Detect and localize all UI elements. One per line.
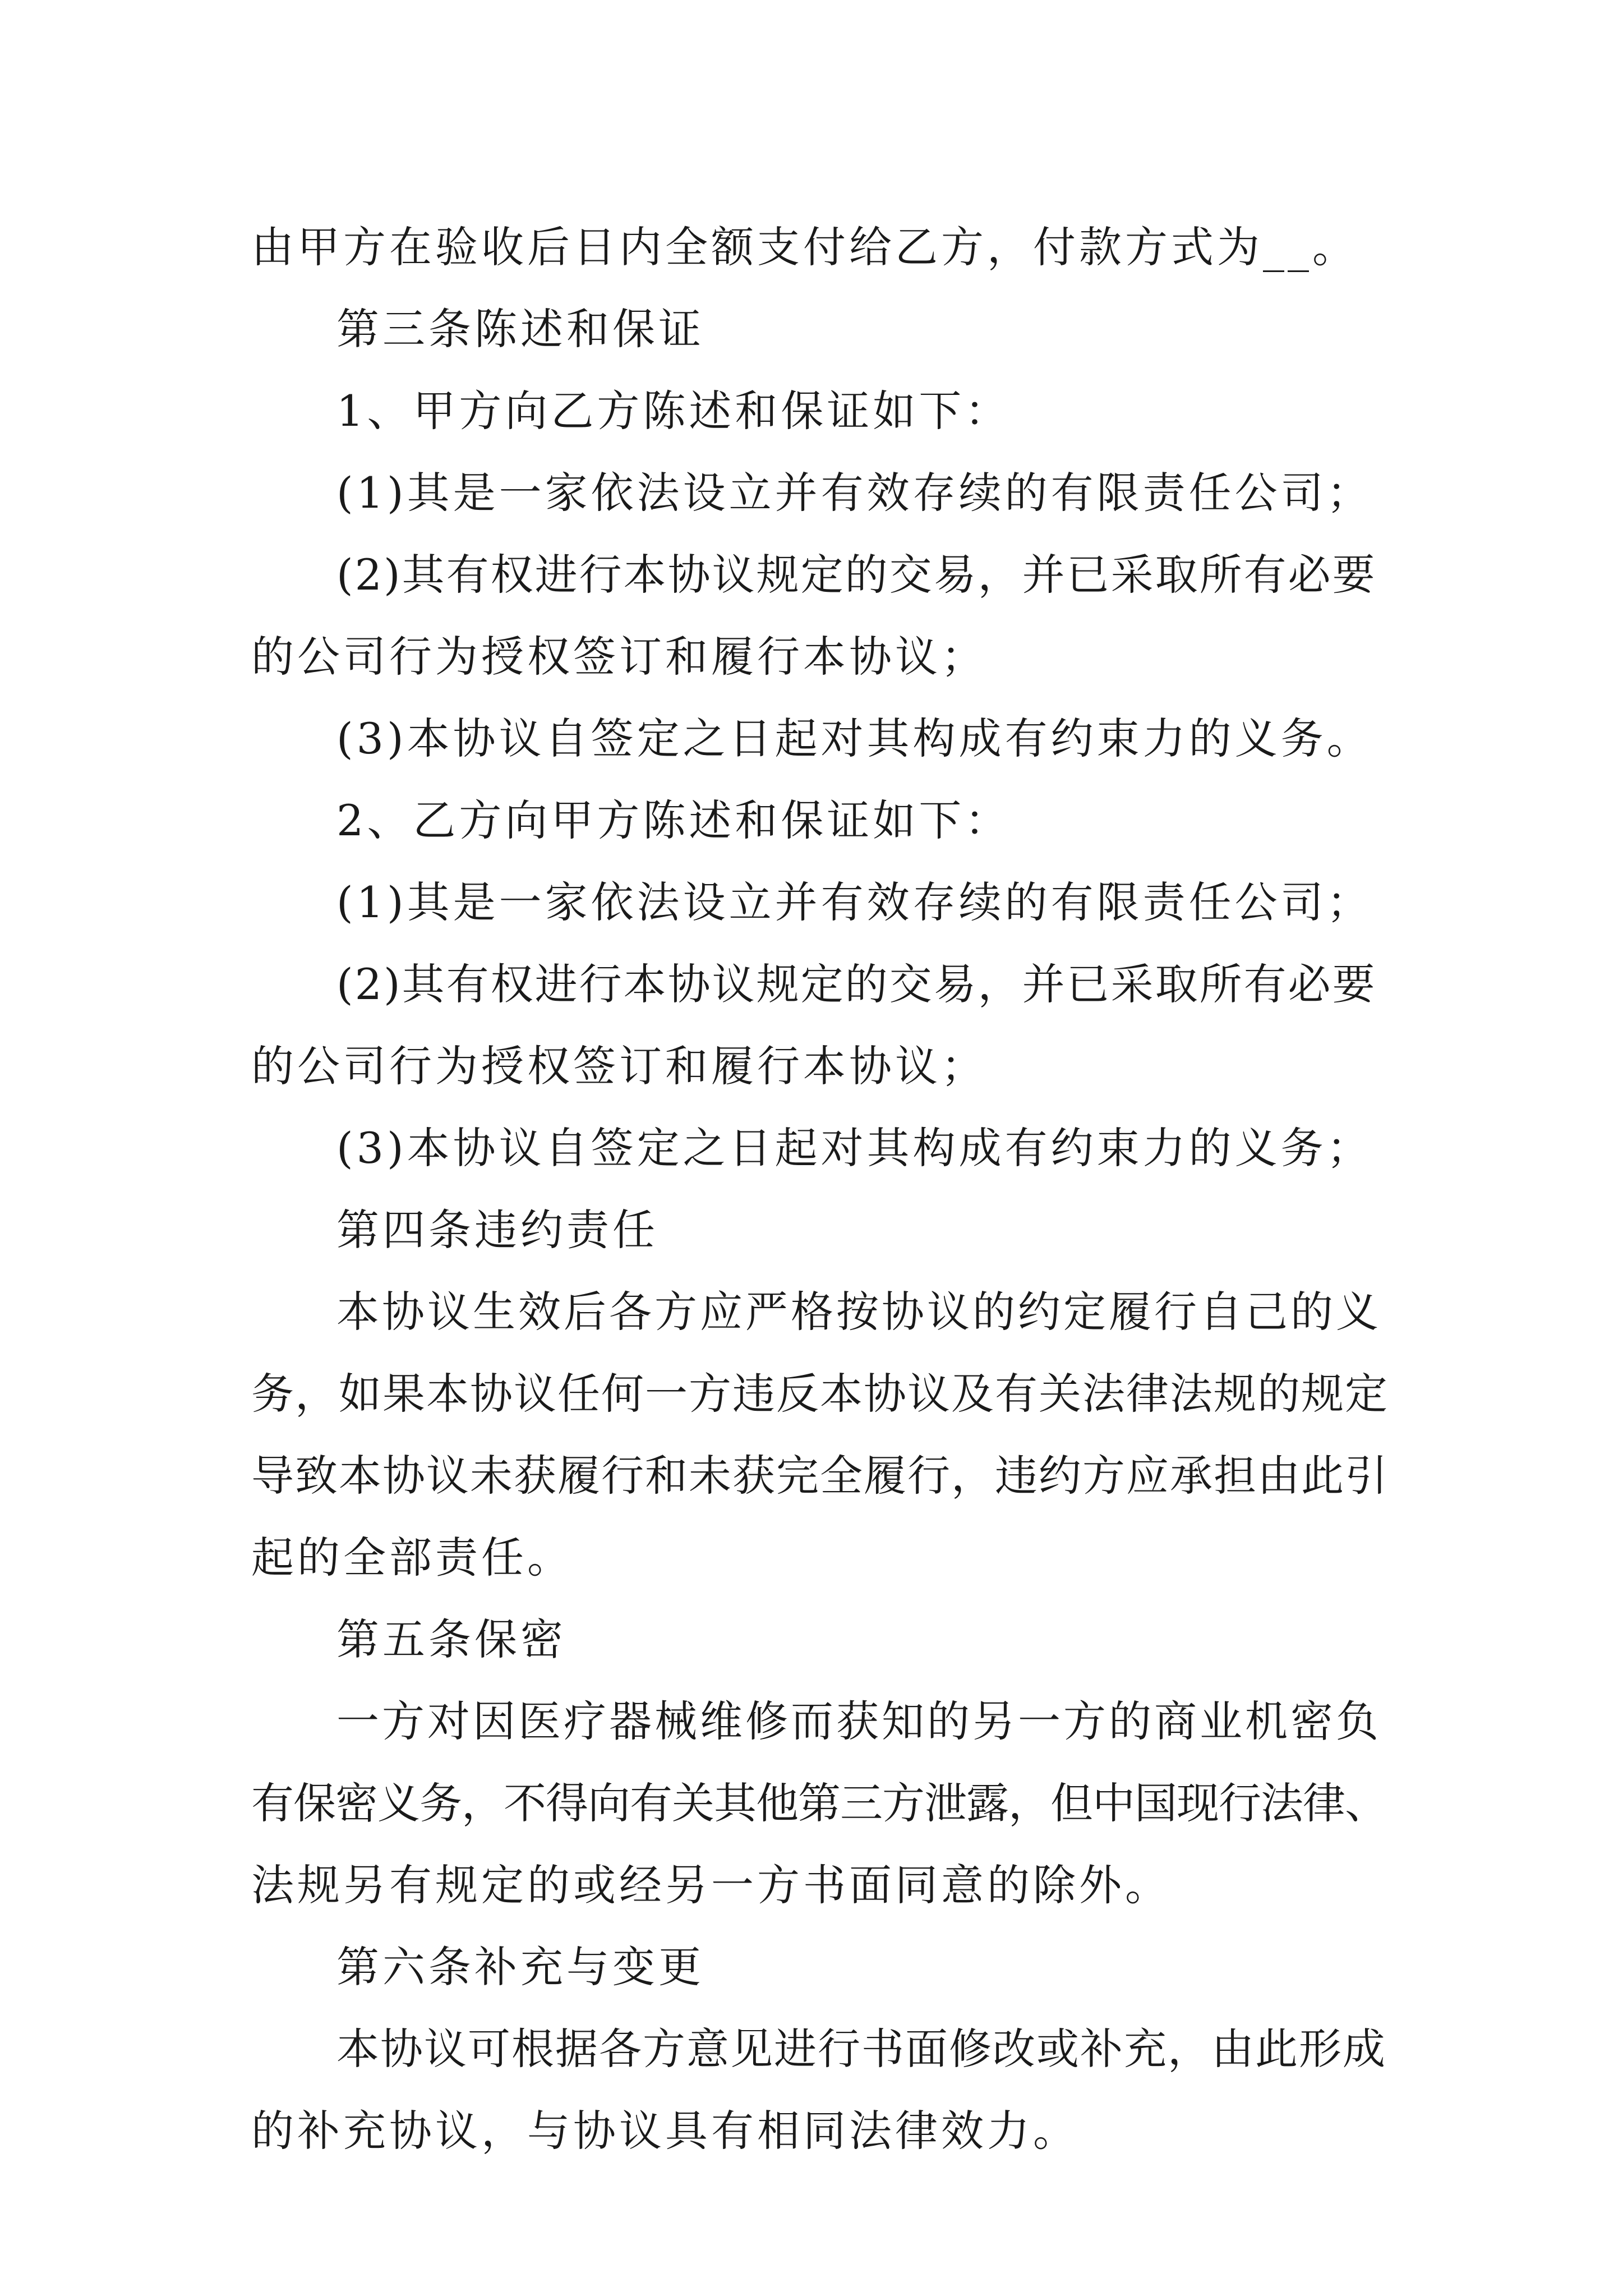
text-line: 一方对因医疗器械维修而获知的另一方的商业机密负	[336, 1696, 1381, 1746]
text-line: 本协议可根据各方意见进行书面修改或补充，由此形成	[336, 2024, 1386, 2074]
section-heading: 第六条补充与变更	[336, 1942, 704, 1992]
text-line: 导致本协议未获履行和未获完全履行，违约方应承担由此引	[251, 1451, 1389, 1501]
text-line: 有保密义务，不得向有关其他第三方泄露，但中国现行法律、	[251, 1778, 1387, 1828]
text-line: 务，如果本协议任何一方违反本协议及有关法律法规的规定	[251, 1369, 1389, 1419]
text-line: 的补充协议，与协议具有相同法律效力。	[251, 2106, 1079, 2156]
text-line: (3)本协议自签定之日起对其构成有约束力的义务；	[336, 1123, 1373, 1173]
text-line: 法规另有规定的或经另一方书面同意的除外。	[251, 1860, 1171, 1910]
text-line: 本协议生效后各方应严格按协议的约定履行自己的义	[336, 1287, 1381, 1337]
section-heading: 第三条陈述和保证	[336, 304, 704, 354]
section-heading: 第四条违约责任	[336, 1205, 658, 1255]
section-heading: 第五条保密	[336, 1614, 566, 1664]
text-line: (2)其有权进行本协议规定的交易，并已采取所有必要	[336, 550, 1377, 600]
text-line: (3)本协议自签定之日起对其构成有约束力的义务。	[336, 714, 1373, 763]
text-line: (2)其有权进行本协议规定的交易，并已采取所有必要	[336, 959, 1377, 1009]
text-line: 2、乙方向甲方陈述和保证如下：	[336, 795, 1011, 845]
text-line: (1)其是一家依法设立并有效存续的有限责任公司；	[336, 468, 1373, 518]
text-line: 的公司行为授权签订和履行本协议；	[251, 632, 987, 682]
text-line: (1)其是一家依法设立并有效存续的有限责任公司；	[336, 877, 1373, 927]
text-line: 起的全部责任。	[251, 1533, 573, 1582]
text-line: 的公司行为授权签订和履行本协议；	[251, 1041, 987, 1091]
text-line: 由甲方在验收后日内全额支付给乙方，付款方式为__。	[251, 222, 1358, 272]
document-body	[251, 206, 1390, 2172]
text-line: 1、甲方向乙方陈述和保证如下：	[336, 386, 1011, 436]
